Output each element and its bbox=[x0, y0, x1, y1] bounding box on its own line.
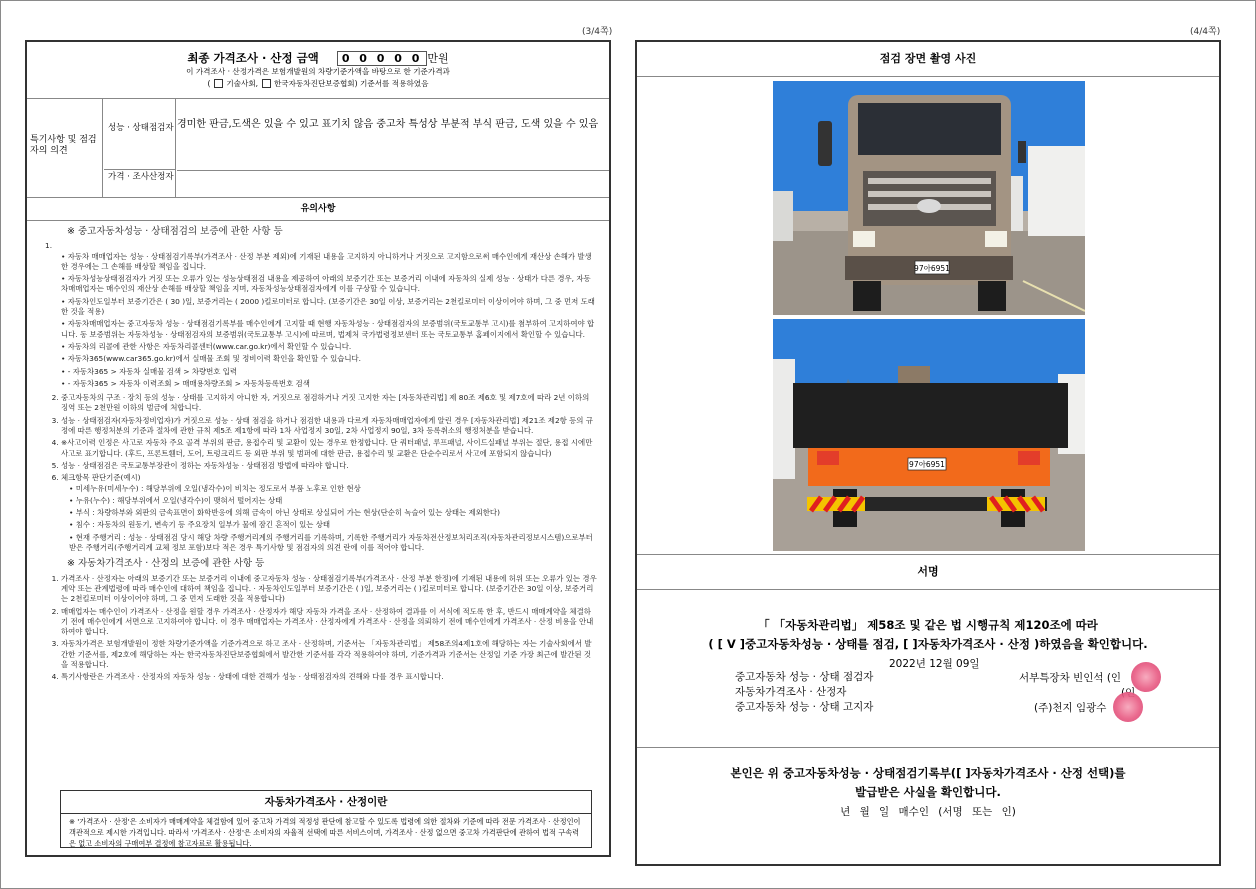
sign-date: 2022년 12월 09일 bbox=[889, 658, 980, 670]
page-number-left: (3/4쪽) bbox=[582, 27, 613, 37]
final-price-amount: 0 0 0 0 0 bbox=[337, 51, 428, 66]
list-item: • - 자동차365 > 자동차 이력조회 > 매매용차량조회 > 자동차등록번호 검색 bbox=[61, 379, 597, 389]
remarks-section bbox=[27, 99, 609, 198]
front-truck-photo bbox=[773, 81, 1085, 315]
appraiser-opinion bbox=[177, 170, 609, 198]
remarks-label: 특기사항 및 점검자의 의견 bbox=[27, 99, 103, 197]
list-item: • 미세누유(미세누수) : 해당부위에 오일(냉각수)이 비치는 정도로서 부품 노후로 인한 현상 bbox=[69, 484, 597, 494]
list-item: 3. 자동차가격은 보험개발원이 정한 차량기준가액을 기준가격으로 하고 조사 · 산정하며, 기준서는 「자동차관리법」 제58조의4제1호에 해당하는 자는 기술사회에서 발간한 기준서를, 제2호에 해당하는 자는 한국자동차진단보증협회에서 발간한 기준서를 각각 적용하여야 하며, 기준가격과 기준서는 산정일 기준 가장 최근에 발간된 것을 적용합니다. bbox=[61, 639, 597, 670]
list-item: • 자동차 매매업자는 성능 · 상태점검기록부(가격조사 · 산정 부분 제외)에 기재된 내용을 고지하지 아니하거나 거짓으로 고지함으로써 매수인에게 재산상 손해가 발생한 경우에는 그 손해를 배상할 책임을 집니다. bbox=[61, 252, 597, 273]
list-item: • 침수 : 자동차의 원동기, 변속기 등 주요장치 일부가 물에 잠긴 흔적이 있는 상태 bbox=[69, 520, 597, 530]
final-price-unit: 만원 bbox=[427, 52, 449, 65]
list-item: • 자동차성능상태점검자가 거짓 또는 오류가 있는 성능상태점검 내용을 제공하여 아래의 보증기간 또는 보증거리 이내에 자동차의 실제 성능 · 상태가 다른 경우, 자동차매매업자는 매수인의 재산상 손해를 배상할 책임을 지며, 자동차성능상태점검자에게 이를 구상할 수 있습니다. bbox=[61, 274, 597, 295]
confirmation-line2: 발급받은 사실을 확인합니다. bbox=[855, 785, 1001, 799]
legal-statement-line2: ( [ V ]중고자동차성능 · 상태를 점검, [ ]자동차가격조사 · 산정 )하였음을 확인합니다. bbox=[708, 637, 1148, 651]
appraisal-definition-title: 자동차가격조사 · 산정이란 bbox=[61, 791, 591, 814]
role-notifier: 중고자동차 성능 · 상태 고지자 bbox=[735, 701, 874, 713]
seal-stamp-notifier bbox=[1113, 692, 1143, 722]
divider bbox=[637, 747, 1219, 748]
list-item: 2. 중고자동차의 구조 · 장치 등의 성능 · 상태를 고지하지 아니한 자, 거짓으로 점검하거나 거짓 고지한 자는 [자동차관리법] 제 80조 제6호 및 제7호에 따라 2년 이하의 징역 또는 2천만원 이하의 벌금에 처합니다. bbox=[61, 393, 597, 414]
list-item: 6. 체크항목 판단기준(예시) • 미세누유(미세누수) : 해당부위에 오일(냉각수)이 비치는 정도로서 부품 노후로 인한 현상 • 누유(누수) : 해당부위에서 오일(냉각수)이 맺혀서 떨어지는 상태 • 부식 : 차량하부와 외판의 금속표면이 화학반응에 의해 금속이 아닌 상태로 상실되어 가는 현상(단순히 녹슬어 있는 상태는 제외한다) • 침수 : 자동차의 원동기, 변속기 등 주요장치 일부가 물에 잠긴 흔적이 있는 상태 • 현재 주행거리 : 성능 · 상태점검 당시 해당 차량 주행거리계의 주행거리를 기록하며, 기록한 주행거리가 자동차전산정보처리조직(자동차관리정보시스템)으로부터 받은 주행거리(주행거리계 교체 정보 포함)보다 적은 경우 특기사항 및 점검자의 의견 란에 이를 적어야 합니다. bbox=[61, 473, 597, 553]
signer-roles bbox=[735, 670, 873, 715]
final-price-section bbox=[27, 42, 609, 99]
inspector-label: 성능 · 상태점검자 bbox=[104, 99, 176, 170]
list-item: 1. 가격조사 · 산정자는 아래의 보증기간 또는 보증거리 이내에 중고자동차 성능 · 상태점검기록부(가격조사 · 산정 부분 한정)에 기재된 내용에 허위 또는 오류가 있는 경우 계약 또는 관계법령에 따라 매수인에 대하여 책임을 집니다. · 자동차인도일부터 보증기간은 ( )일, 보증거리는 ( )킬로미터로 합니다. (보증기간은 30일 이상, 보증거리는 2천킬로미터 이상이어야 하며, 그 중 먼저 도래한 것을 적용합니다) bbox=[61, 574, 597, 605]
warranty-bullets bbox=[35, 252, 597, 390]
notice-heading-2: ※ 자동차가격조사 · 산정의 보증에 관한 사항 등 bbox=[67, 558, 265, 570]
list-item: 4. 특기사항란은 가격조사 · 산정자의 자동차 성능 · 상태에 대한 견해가 성능 · 상태점검자의 견해와 다를 경우 표시합니다. bbox=[61, 672, 597, 682]
checkbox-engineers[interactable] bbox=[214, 79, 223, 88]
appraisal-items bbox=[35, 574, 597, 683]
role-inspector: 중고자동차 성능 · 상태 점검자 bbox=[735, 671, 874, 683]
plate-front: 97아6951 bbox=[914, 264, 950, 273]
buyer-signature-line: 년 월 일 매수인 (서명 또는 인) bbox=[840, 806, 1016, 818]
photos-title: 점검 장면 촬영 사진 bbox=[637, 42, 1219, 77]
list-item: 4. ※사고이력 인정은 사고로 자동차 주요 골격 부위의 판금, 용접수리 및 교환이 있는 경우로 한정합니다. 단 쿼터패널, 루프패널, 사이드실패널 부위는 절단, 용접 시에만 사고로 표기합니다. (후드, 프론트휀더, 도어, 트렁크리드 등 외판 부위 및 범퍼에 대한 판금, 용접수리 및 교환은 단순수리로서 사고에 포함되지 않습니다) bbox=[61, 438, 597, 459]
list-item: • 자동차인도일부터 보증기간은 ( 30 )일, 보증거리는 ( 2000 )킬로미터로 합니다. (보증기간은 30일 이상, 보증거리는 2천킬로미터 이상이어야 하며, 그 중 먼저 도래한 것을 적용) bbox=[61, 297, 597, 318]
checkbox-association[interactable] bbox=[262, 79, 271, 88]
final-price-title: 최종 가격조사 · 산정 금액 bbox=[187, 51, 319, 65]
rear-truck-photo bbox=[773, 319, 1085, 551]
notifier-name: (주)천지 임광수 bbox=[1034, 702, 1107, 714]
inspector-name: 서부특장차 빈인석 (인 bbox=[1019, 672, 1122, 684]
appraiser-label: 가격 · 조사산정자 bbox=[104, 170, 176, 197]
notice-body: ※ 중고자동차성능 · 상태점검의 보증에 관한 사항 등 1. • 자동차 매매업자는 성능 · 상태점검기록부(가격조사 · 산정 부분 제외)에 기재된 내용을 고지하지 아니하거나 거짓으로 고지함으로써 매수인에게 재산상 손해가 발생한 경우에는 그 손해를 배상할 책임을 집니다. • 자동차성능상태점검자가 거짓 또는 오류가 있는 성능상태점검 내용을 제공하여 아래의 보증기간 또는 보증거리 이내에 자동차의 실제 성능 · 상태가 다른 경우, 자동차매매업자는 매수인의 재산상 손해를 배상할 책임을 지며, 자동차성능상태점검자에게 이를 구상할 수 있습니다. • 자동차인도일부터 보증기간은 ( 30 )일, 보증거리는 ( 2000 )킬로미터로 합니다. (보증기간은 30일 이상, 보증거리는 2천킬로미터 이상이어야 하며, 그 중 먼저 도래한 것을 적용) • 자동차매매업자는 중고자동차 성능 · 상태점검기록부를 매수인에게 고지할 때 현행 자동차성능 · 상태점검자의 보증범위(국토교통부 고시)를 첨부하여 고지하여야 합니다. 동 보증범위는 자동차성능 · 상태점검자의 보증범위(국토교통부 고시)에 따르며, 법제처 국가법령정보센터 또는 국토교통부 홈페이지에서 확인할 수 있습니다. • 자동차의 리콜에 관한 사항은 자동차리콜센터(www.car.go.kr)에서 확인할 수 있습니다. • 자동차365(www.car365.go.kr)에서 실매물 조회 및 정비이력 확인을 확인할 수 있습니다. • - 자동차365 > 자동차 실매물 검색 > 차량번호 입력 • - 자동차365 > 자동차 이력조회 > 매매용차량조회 > 자동차등록번호 검색 2. 중고자동차의 구조 · 장치 등의 성능 · 상태를 고지하지 아니한 자, 거짓으로 점검하거나 거짓 고지한 자는 [자동차관리법] 제 80조 제6호 및 제7호에 따라 2년 이하의 징역 또는 2천만원 이하의 벌금에 처합니다. 3. 성능 · 상태점검자(자동차정비업자)가 거짓으로 성능 · 상태 점검을 하거나 점검한 내용과 다르게 자동차매매업자에게 알린 경우 [자동차관리법] 제21조 제2항 등의 규정에 따른 행정처분의 기준과 절차에 관한 규칙 제5조 제1항에 따라 1차 사업정지 30일, 2차 사업정지 90일, 3차 등록취소의 행정처분을 받습니다. 4. ※사고이력 인정은 사고로 자동차 주요 골격 부위의 판금, 용접수리 및 교환이 있는 경우로 한정합니다. 단 쿼터패널, 루프패널, 사이드실패널 부위는 절단, 용접 시에만 사고로 표기합니다. (후드, 프론트휀더, 도어, 트렁크리드 등 외판 부위 및 범퍼에 대한 판금, 용접수리 및 교환은 단순수리로서 사고에 포함되지 않습니다) 5. 성능 · 상태점검은 국토교통부장관이 정하는 자동차성능 · 상태점검 방법에 따라야 합니다. 6. 체크항목 판단기준(예시) • 미세누유(미세누수) : 해당부위에 오일(냉각수)이 비치는 정도로서 부품 노후로 인한 현상 • 누유(누수) : 해당부위에서 오일(냉각수)이 맺혀서 떨어지는 상태 • 부식 : 차량하부와 외판의 금속표면이 화학반응에 의해 금속이 아닌 상태로 상실되어 가는 현상(단순히 녹슬어 있는 상태는 제외한다) • 침수 : 자동차의 원동기, 변속기 등 주요장치 일부가 물에 잠긴 흔적이 있는 상태 • 현재 주행거리 : 성능 · 상태점검 당시 해당 차량 주행거리계의 주행거리를 기록하며, 기록한 주행거리가 자동차전산정보처리조직(자동차관리정보시스템)으로부터 받은 주행거리(주행거리계 교체 정보 포함)보다 적은 경우 특기사항 및 점검자의 의견 란에 이를 적어야 합니다. ※ 자동차가격조사 · 산정의 보증에 관한 사항 등 1. 가격조사 · 산정자는 아래의 보증기간 또는 보증거리 이내에 중고자동차 성능 · 상태점검기록부(가격조사 · 산정 부분 한정)에 기재된 내용에 허위 또는 오류가 있는 경우 계약 또는 관계법령에 따라 매수인에 대하여 책임을 집니다. · 자동차인도일부터 보증기간은 ( )일, 보증거리는 ( )킬로미터로 합니다. (보증기간은 30일 이상, 보증거리는 2천킬로미터 이상이어야 하며, 그 중 먼저 도래한 것을 적용합니다) 2. 매매업자는 매수인이 가격조사 · 산정을 원할 경우 가격조사 · 산정자가 해당 자동차 가격을 조사 · 산정하여 결과를 이 서식에 적도록 한 후, 반드시 매매계약을 체결하기 전에 매수인에게 서면으로 고지하여야 합니다. 이 경우 매매업자는 가격조사 · 산정자에게 가격조사 · 산정을 의뢰하기 전에 매수인에게 가격조사 · 산정 비용을 안내하여야 합니다. 3. 자동차가격은 보험개발원이 정한 차량기준가액을 기준가격으로 하고 조사 · 산정하며, 기준서는 「자동차관리법」 제58조의4제1호에 해당하는 자는 기술사회에서 발간한 기준서를, 제2호에 해당하는 자는 한국자동차진단보증협회에서 발간한 기준서를 각각 적용하여야 하며, 기준가격과 기준서는 산정일 기준 가장 최근에 발간된 것을 적용합니다. 4. 특기사항란은 가격조사 · 산정자의 자동차 성능 · 상태에 대한 견해가 성능 · 상태점검자의 견해와 다를 경우 표시합니다. bbox=[27, 221, 609, 683]
final-price-note: 이 가격조사 · 산정가격은 보험개발원의 차량기준가액을 바탕으로 한 기준가격과 bbox=[186, 67, 450, 76]
plate-rear: 97아6951 bbox=[909, 460, 945, 469]
standard-options: ( 기술사회, 한국자동차진단보증협회) 기준서를 적용하였음 bbox=[207, 78, 429, 88]
appraisal-definition-box bbox=[60, 790, 592, 848]
role-appraiser: 자동차가격조사 · 산정자 bbox=[735, 686, 847, 698]
list-item: • 누유(누수) : 해당부위에서 오일(냉각수)이 맺혀서 떨어지는 상태 bbox=[69, 496, 597, 506]
list-item: 2. 매매업자는 매수인이 가격조사 · 산정을 원할 경우 가격조사 · 산정자가 해당 자동차 가격을 조사 · 산정하여 결과를 이 서식에 적도록 한 후, 반드시 매매계약을 체결하기 전에 매수인에게 서면으로 고지하여야 합니다. 이 경우 매매업자는 가격조사 · 산정자에게 가격조사 · 산정을 의뢰하기 전에 매수인에게 가격조사 · 산정 비용을 안내하여야 합니다. bbox=[61, 607, 597, 638]
criteria-list bbox=[61, 484, 597, 554]
page-number-right: (4/4쪽) bbox=[1190, 27, 1221, 37]
signature-title: 서명 bbox=[637, 554, 1219, 590]
legal-statement-line1: 「 「자동차관리법」 제58조 및 같은 법 시행규칙 제120조에 따라 bbox=[758, 618, 1098, 632]
list-item: • 현재 주행거리 : 성능 · 상태점검 당시 해당 차량 주행거리계의 주행거리를 기록하며, 기록한 주행거리가 자동차전산정보처리조직(자동차관리정보시스템)으로부터 받은 주행거리(주행거리계 교체 정보 포함)보다 적은 경우 특기사항 및 점검자의 의견 란에 이를 적어야 합니다. bbox=[69, 533, 597, 554]
buyer-confirmation bbox=[637, 764, 1219, 802]
notice-items bbox=[35, 393, 597, 553]
list-item: 5. 성능 · 상태점검은 국토교통부장관이 정하는 자동차성능 · 상태점검 방법에 따라야 합니다. bbox=[61, 461, 597, 471]
appraisal-definition-text: ※ '가격조사 · 산정'은 소비자가 매매계약을 체결함에 있어 중고차 가격의 적정성 판단에 참고할 수 있도록 법령에 의한 절차와 기준에 따라 전문 가격조사 · 산정인이 객관적으로 제시한 가격입니다. 따라서 '가격조사 · 산정'은 소비자의 자율적 선택에 따른 서비스이며, 가격조사 · 산정 없으면 중고차 가격판단에 관하여 법적 구속력은 없고 소비자의 구매여부 결정에 참고자료로 활용됩니다. bbox=[69, 817, 581, 848]
notice-title: 유의사항 bbox=[27, 198, 609, 221]
confirmation-line1: 본인은 위 중고자동차성능 · 상태점검기록부([ ]자동차가격조사 · 산정 선택)를 bbox=[730, 766, 1126, 780]
seal-stamp-inspector bbox=[1131, 662, 1161, 692]
list-item: • 자동차365(www.car365.go.kr)에서 실매물 조회 및 정비이력 확인을 확인할 수 있습니다. bbox=[61, 354, 597, 364]
list-item: • - 자동차365 > 자동차 실매물 검색 > 차량번호 입력 bbox=[61, 367, 597, 377]
inspector-opinion: 경미한 판금,도색은 있을 수 있고 표기치 않음 중고차 특성상 부분적 부식 판금, 도색 있을 수 있음 bbox=[177, 119, 599, 130]
page-3 bbox=[25, 40, 611, 857]
list-item: • 자동차매매업자는 중고자동차 성능 · 상태점검기록부를 매수인에게 고지할 때 현행 자동차성능 · 상태점검자의 보증범위(국토교통부 고시)를 첨부하여 고지하여야 합니다. 동 보증범위는 자동차성능 · 상태점검자의 보증범위(국토교통부 고시)에 따르며, 법제처 국가법령정보센터 또는 국토교통부 홈페이지에서 확인할 수 있습니다. bbox=[61, 319, 597, 340]
legal-statement bbox=[637, 616, 1219, 654]
list-item: • 부식 : 차량하부와 외판의 금속표면이 화학반응에 의해 금속이 아닌 상태로 상실되어 가는 현상(단순히 녹슬어 있는 상태는 제외한다) bbox=[69, 508, 597, 518]
list-item: 3. 성능 · 상태점검자(자동차정비업자)가 거짓으로 성능 · 상태 점검을 하거나 점검한 내용과 다르게 자동차매매업자에게 알린 경우 [자동차관리법] 제21조 제2항 등의 규정에 따른 행정처분의 기준과 절차에 관한 규칙 제5조 제1항에 따라 1차 사업정지 30일, 2차 사업정지 90일, 3차 등록취소의 행정처분을 받습니다. bbox=[61, 416, 597, 437]
page-4 bbox=[635, 40, 1221, 866]
notice-heading-1: ※ 중고자동차성능 · 상태점검의 보증에 관한 사항 등 bbox=[67, 226, 283, 237]
list-item: • 자동차의 리콜에 관한 사항은 자동차리콜센터(www.car.go.kr)에서 확인할 수 있습니다. bbox=[61, 342, 597, 352]
